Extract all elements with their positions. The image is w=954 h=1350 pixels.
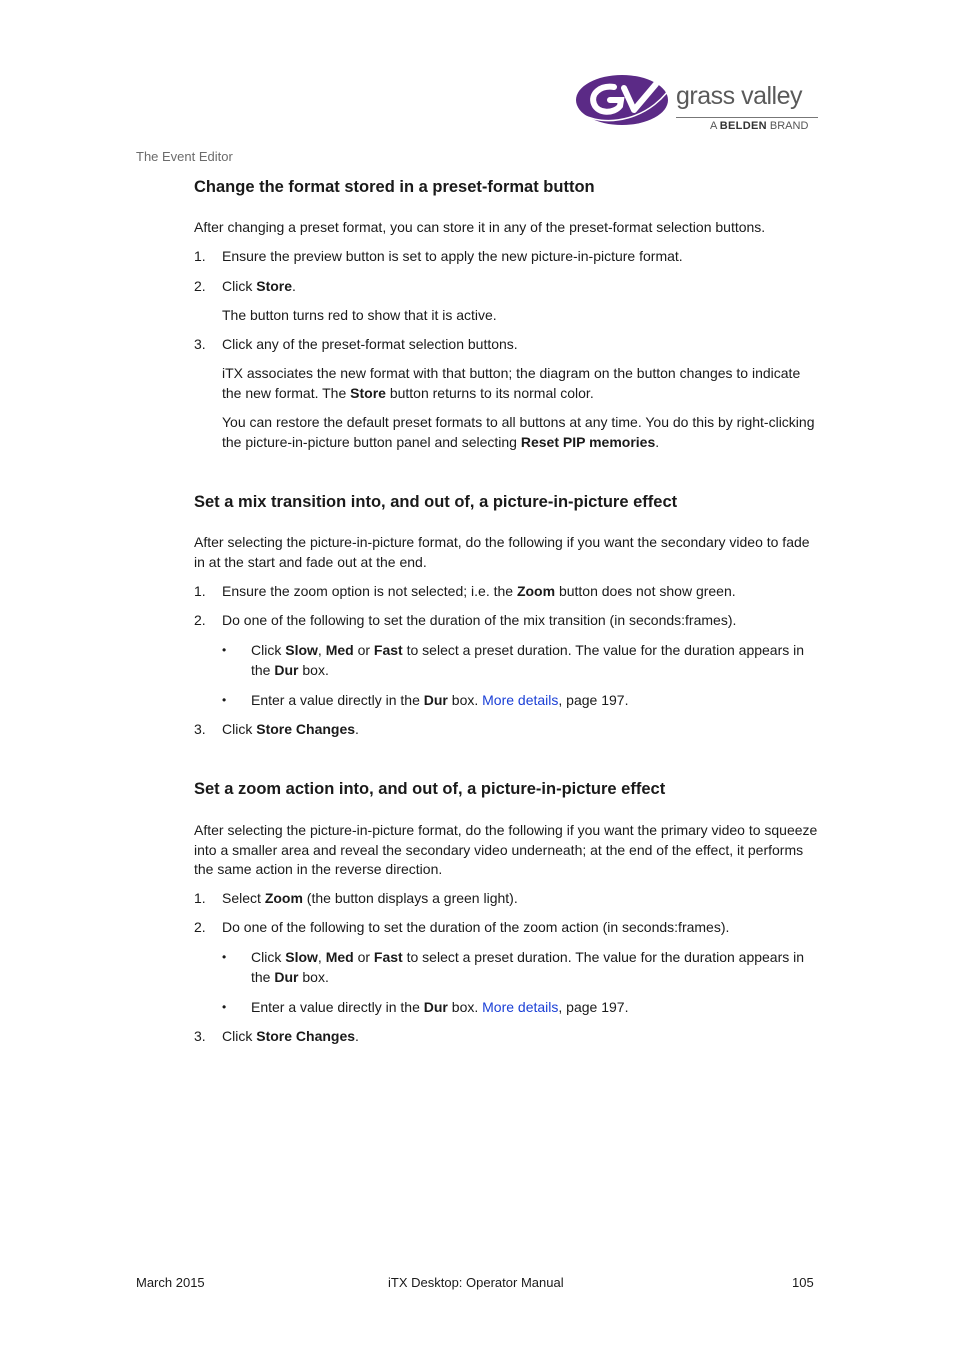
paragraph: After selecting the picture-in-picture format, do the following if you want the secondary video to fade in at the start and fade out at the end. xyxy=(194,534,810,570)
paragraph: After selecting the picture-in-picture format, do the following if you want the primary video to squeeze into a smaller area and reveal the secondary video underneath; at the end of the effect, it performs the same action in the reverse direction. xyxy=(194,822,818,877)
more-details-link[interactable]: More details xyxy=(482,999,559,1015)
footer-title: iTX Desktop: Operator Manual xyxy=(388,1275,564,1290)
logo-divider xyxy=(676,117,818,118)
running-header: The Event Editor xyxy=(136,149,233,164)
section-title: Set a mix transition into, and out of, a picture-in-picture effect xyxy=(194,493,678,511)
step-note: The button turns red to show that it is active. xyxy=(222,307,497,323)
page-number: 105 xyxy=(792,1275,814,1290)
grass-valley-logo xyxy=(574,70,822,136)
paragraph: After changing a preset format, you can store it in any of the preset-format selection buttons. xyxy=(194,219,766,235)
section-title: Set a zoom action into, and out of, a picture-in-picture effect xyxy=(194,780,666,798)
section-title: Change the format stored in a preset-format button xyxy=(194,178,595,196)
step-note: You can restore the default preset formats to all buttons at any time. You do this by right-clicking the picture-in-picture button panel and selecting Reset PIP memories. xyxy=(222,414,815,450)
gv-logo-mark-icon xyxy=(574,70,676,128)
footer-date: March 2015 xyxy=(136,1275,205,1290)
step-note: iTX associates the new format with that button; the diagram on the button changes to indicate the new format. The Store button returns to its normal color. xyxy=(222,365,801,401)
more-details-link[interactable]: More details xyxy=(482,692,559,708)
logo-tagline: A BELDEN BRAND xyxy=(710,120,809,132)
logo-wordmark: grass valley xyxy=(676,82,802,110)
